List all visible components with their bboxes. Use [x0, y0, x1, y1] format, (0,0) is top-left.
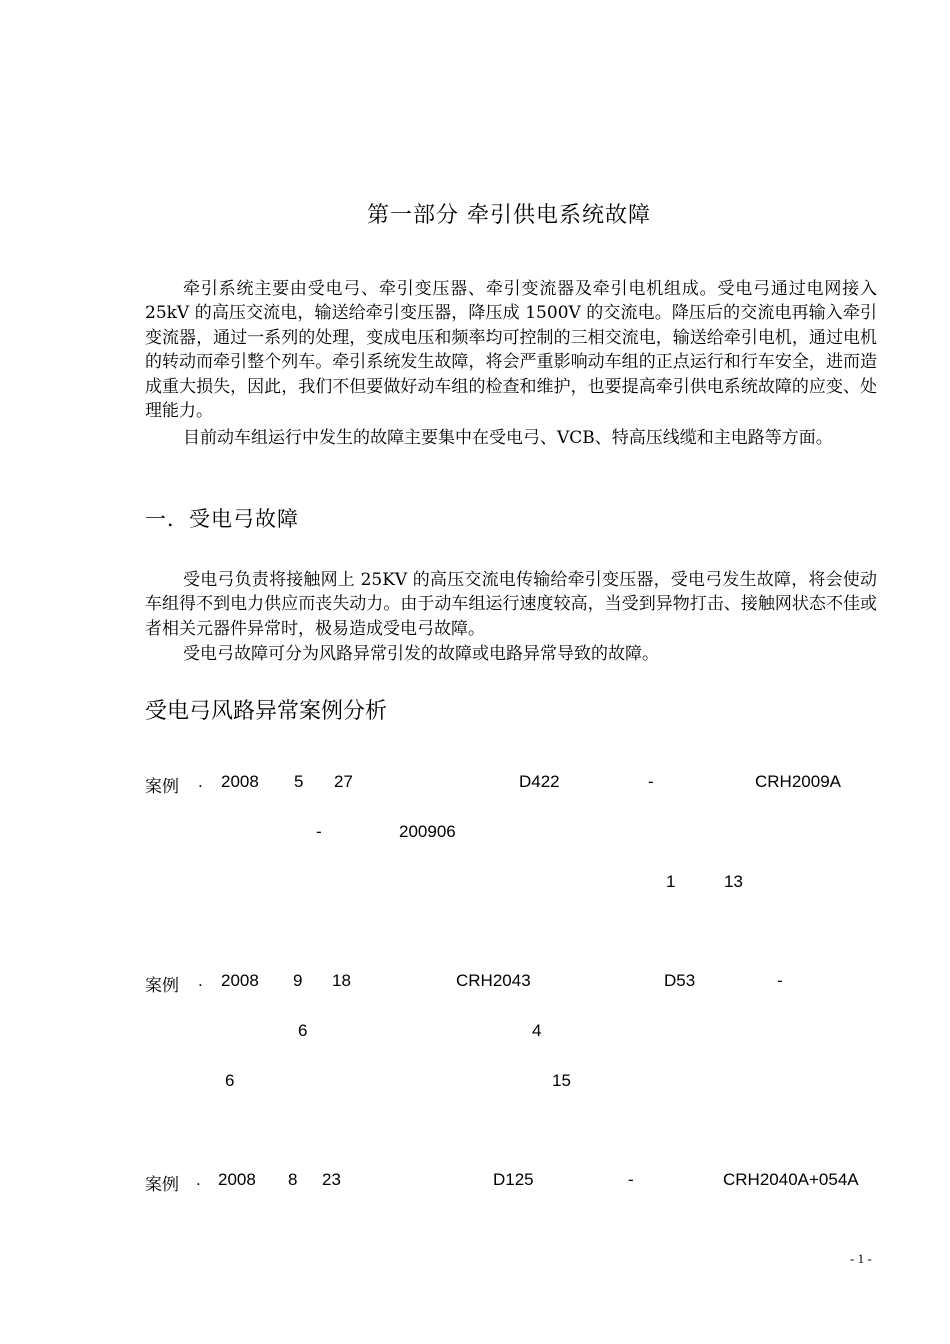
case-number: 6 — [298, 1021, 308, 1040]
case-number: 6 — [225, 1071, 235, 1090]
case-number: 13 — [724, 872, 743, 891]
case-dash: - — [316, 822, 322, 841]
case-label: 案例 — [145, 777, 179, 797]
case-day: 18 — [332, 971, 351, 990]
pantograph-paragraph-2: 受电弓故障可分为风路异常引发的故障或电路异常导致的故障。 — [183, 644, 659, 664]
case-dot: . — [198, 971, 203, 990]
case-train-number: D53 — [664, 971, 696, 990]
case-day: 27 — [334, 772, 353, 791]
case-train-number: D422 — [519, 772, 560, 791]
case-month: 5 — [294, 772, 304, 791]
case-number: 1 — [666, 872, 676, 891]
case-year: 2008 — [221, 971, 259, 990]
case-month: 8 — [288, 1170, 298, 1189]
case-label: 案例 — [145, 976, 179, 996]
intro-paragraph-2: 目前动车组运行中发生的故障主要集中在受电弓、VCB、特高压线缆和主电路等方面。 — [183, 428, 833, 448]
case-day: 23 — [322, 1170, 341, 1189]
page-number: - 1 - — [850, 1251, 872, 1266]
case-label: 案例 — [145, 1175, 179, 1195]
case-number: 4 — [532, 1021, 542, 1040]
case-year: 2008 — [221, 772, 259, 791]
section-heading-pantograph: 一．受电弓故障 — [145, 507, 299, 531]
case-dot: . — [198, 772, 203, 791]
pantograph-paragraph-1: 受电弓负责将接触网上 25KV 的高压交流电传输给牵引变压器，受电弓发生故障，将会使动车组得不到电力供应而丧失动力。由于动车组运行速度较高，当受到异物打击、接触网状态不佳或者相关元器件异常时，极易造成受电弓故障。 — [145, 570, 877, 639]
case-train-number: D125 — [493, 1170, 534, 1189]
case-number: 15 — [552, 1071, 571, 1090]
case-year: 2008 — [218, 1170, 256, 1189]
case-unit-number: CRH2040A+054A — [723, 1170, 859, 1189]
case-dash: - — [628, 1170, 634, 1189]
case-dot: . — [196, 1170, 201, 1189]
page-title: 第一部分 牵引供电系统故障 — [367, 203, 651, 228]
case-dash: - — [777, 971, 783, 990]
case-dash: - — [648, 772, 654, 791]
case-unit-number: CRH2043 — [456, 971, 531, 990]
intro-paragraph-1: 牵引系统主要由受电弓、牵引变压器、牵引变流器及牵引电机组成。受电弓通过电网接入 25kV 的高压交流电，输送给牵引变压器，降压成 1500V 的交流电。降压后的交流电再输入牵引变流器，通过一系列的处理，变成电压和频率均可控制的三相交流电，输送给牵引电机，通过电机的转动而牵引整个列车。牵引系统发生故障，将会严重影响动车组的正点运行和行车安全，进而造成重大损失，因此，我们不但要做好动车组的检查和维护，也要提高牵引供电系统故障的应变、处理能力。 — [145, 279, 877, 422]
case-month: 9 — [293, 971, 303, 990]
subsection-heading-air-circuit-cases: 受电弓风路异常案例分析 — [145, 699, 388, 724]
case-unit-number: CRH2009A — [755, 772, 841, 791]
case-code: 200906 — [399, 822, 456, 841]
